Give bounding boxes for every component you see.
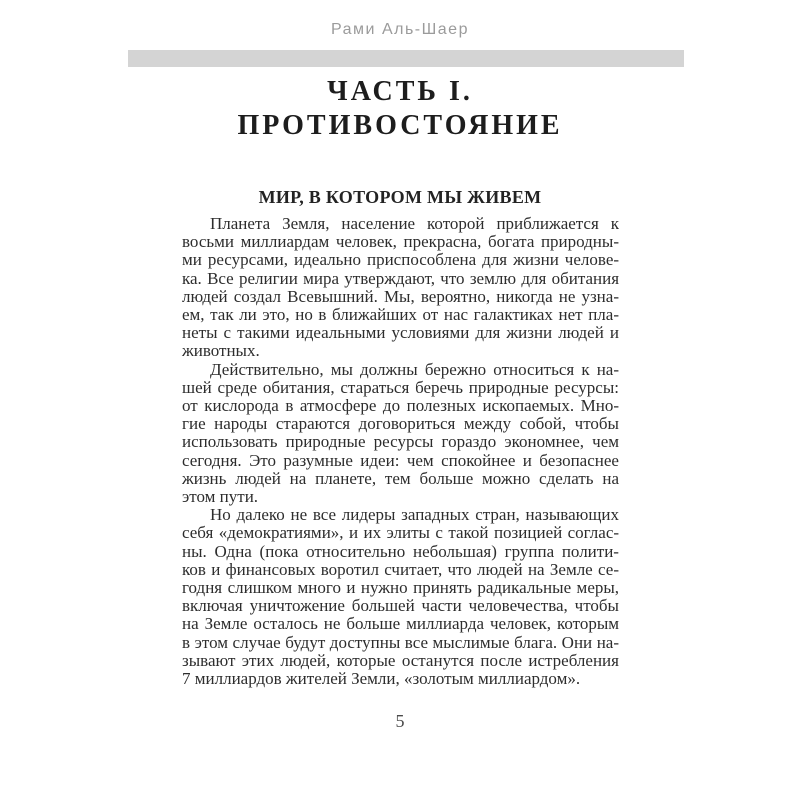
paragraph (182, 215, 619, 361)
body-line (182, 433, 619, 451)
body-line (182, 251, 619, 269)
body-line (182, 597, 619, 615)
body-line-text: включая уничтожение большей части человечества, чтобы (182, 596, 619, 616)
body-line (182, 324, 619, 342)
body-line-text: Но далеко не все лидеры западных стран, называющих (210, 505, 620, 525)
body-line (182, 270, 619, 288)
part-title-line1: ЧАСТЬ I. (327, 76, 473, 107)
body-line-text: людей создал Всевышний. Мы, вероятно, никогда не узна- (182, 286, 619, 306)
divider-bar (128, 50, 684, 67)
author-name: Рами Аль-Шаер (331, 21, 469, 38)
body-line-text: годня слишком много и нужно принять радикальные меры, (182, 578, 620, 598)
body-line-text: этом пути. (182, 487, 259, 507)
paragraph (182, 506, 619, 688)
body-line (182, 615, 619, 633)
body-line (182, 233, 619, 251)
body-line-text: неты с такими идеальными условиями для жизни людей и (182, 323, 619, 343)
body-line-text: восьми миллиардам человек, прекрасна, богата природны- (182, 232, 619, 252)
section-heading: МИР, В КОТОРОМ МЫ ЖИВЕМ (258, 187, 542, 207)
body-line-text: ем, так ли это, но в ближайших от нас галактиках нет пла- (182, 305, 619, 325)
body-line-text: ков и финансовых воротил считает, что людей на Земле се- (182, 559, 619, 579)
body-line-text: животных. (182, 341, 260, 361)
body-line-text: сегодня. Это разумные идеи: чем спокойнее и безопаснее (182, 450, 619, 470)
body-line (182, 488, 619, 506)
body-line-text: ны. Одна (пока относительно небольшая) группа полити- (182, 541, 619, 561)
part-title-line2: ПРОТИВОСТОЯНИЕ (237, 110, 563, 141)
body-line (182, 379, 619, 397)
body-line (182, 415, 619, 433)
body-line (182, 361, 619, 379)
body-line (182, 215, 619, 233)
body-line (182, 288, 619, 306)
body-line-text: ми ресурсами, идеально приспособлена для жизни челове- (182, 250, 620, 270)
body-line (182, 543, 619, 561)
body-line-text: в этом случае будут доступны все мыслимые блага. Они на- (182, 632, 619, 652)
body-line-text: шей среде обитания, стараться беречь природные ресурсы: (182, 377, 619, 397)
body-line-text: ка. Все религии мира утверждают, что землю для обитания (182, 268, 620, 288)
body-line (182, 452, 619, 470)
body-line-text: на Земле осталось не больше миллиарда человек, которым (182, 614, 620, 634)
body-line-text: жизнь людей на планете, тем больше можно сделать на (182, 468, 620, 488)
body-line (182, 306, 619, 324)
body-text (182, 215, 619, 688)
paragraph (182, 361, 619, 507)
body-line-text: зывают этих людей, которые останутся после истребления (182, 650, 619, 670)
body-line (182, 579, 619, 597)
body-line-text: от кислорода в атмосфере до полезных ископаемых. Мно- (182, 396, 619, 416)
body-line (182, 634, 619, 652)
body-line (182, 470, 619, 488)
body-line-text: Действительно, мы должны бережно относиться к на- (210, 359, 620, 379)
part-title (100, 75, 700, 143)
body-line-text: себя «демократиями», и их элиты с такой позицией соглас- (182, 523, 620, 543)
body-line-text: использовать природные ресурсы гораздо экономнее, чем (182, 432, 620, 452)
body-line (182, 506, 619, 524)
body-line (182, 652, 619, 670)
page-number: 5 (395, 711, 405, 731)
body-line-text: гие народы стараются договориться между собой, чтобы (182, 414, 619, 434)
body-line (182, 342, 619, 360)
body-line (182, 397, 619, 415)
body-line (182, 561, 619, 579)
body-line (182, 524, 619, 542)
body-line-text: 7 миллиардов жителей Земли, «золотым миллиардом». (182, 669, 581, 689)
body-line (182, 670, 619, 688)
body-line-text: Планета Земля, население которой приближается к (210, 214, 619, 233)
